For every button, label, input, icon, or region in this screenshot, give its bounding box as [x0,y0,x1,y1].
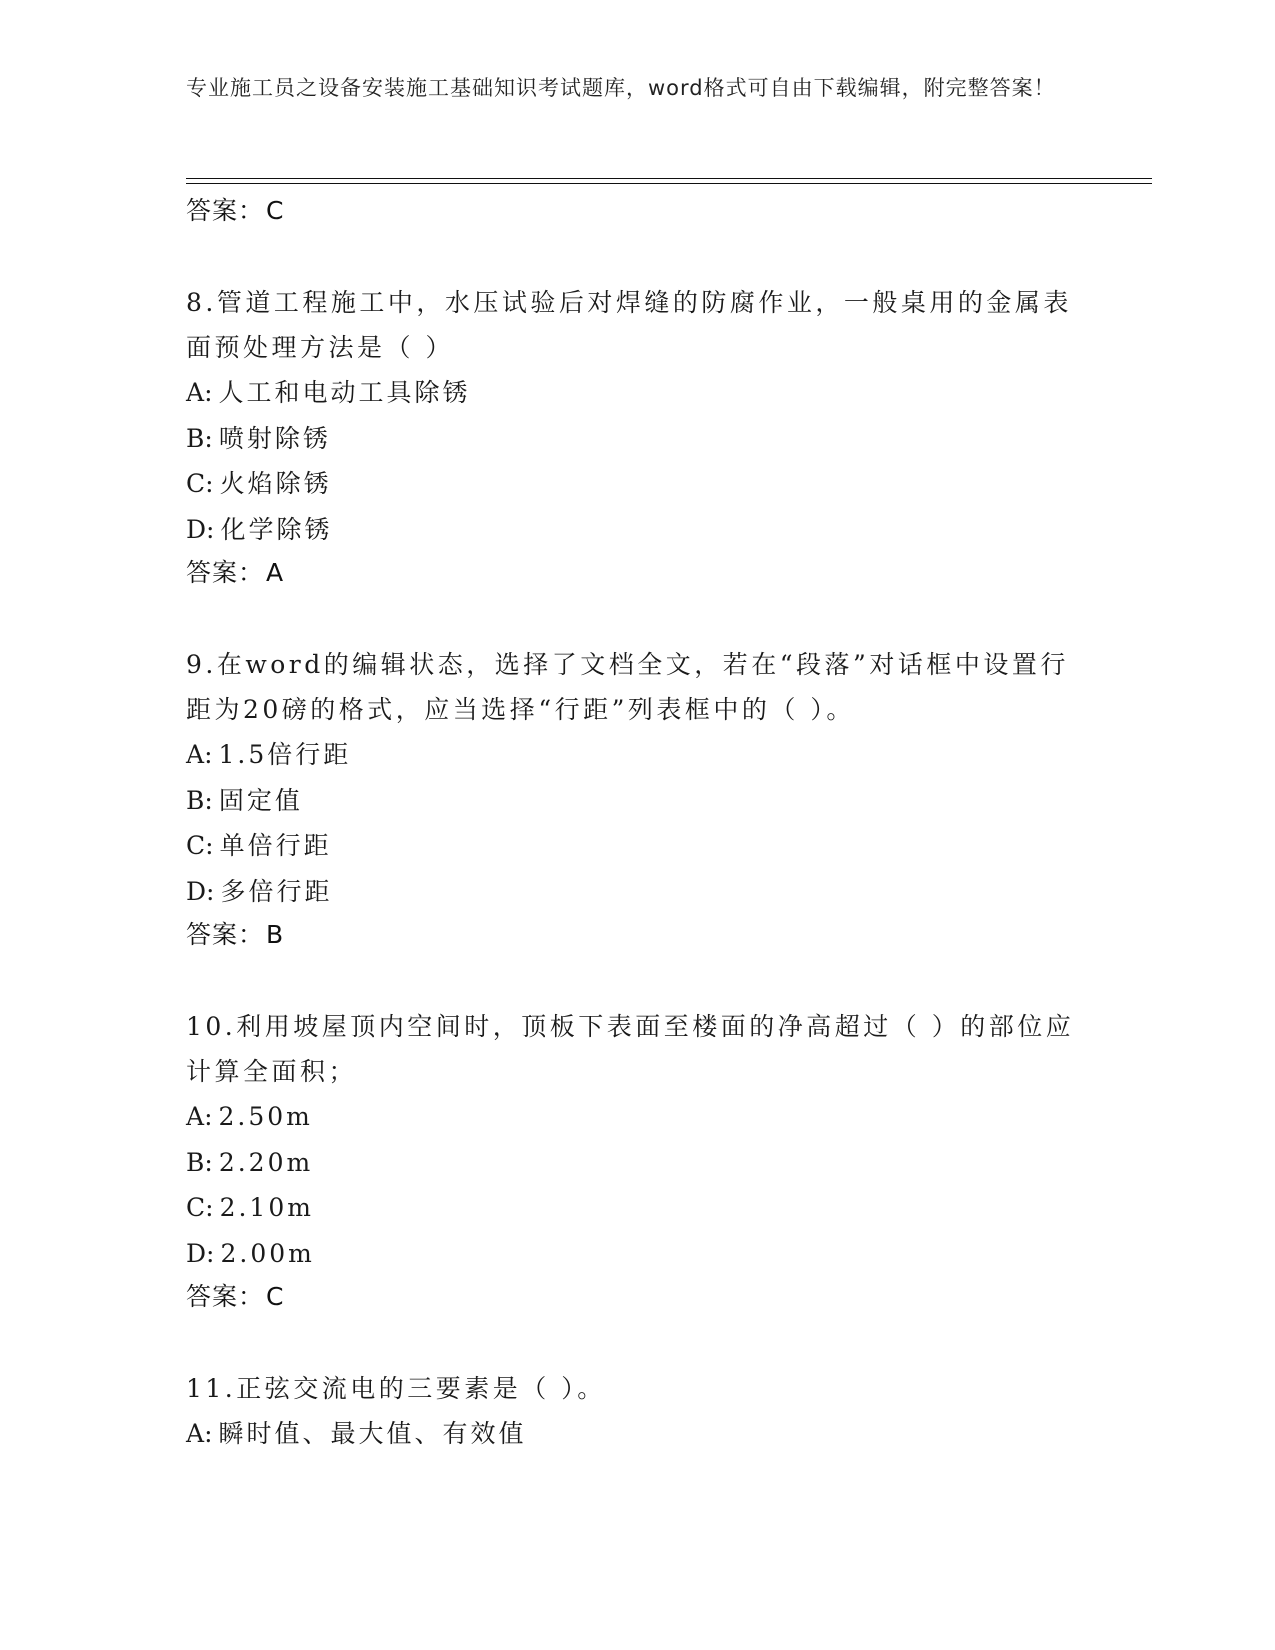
option-separator: : [204,423,213,453]
option-key: A [186,378,205,407]
option-key: C [186,831,206,860]
answer-label: 答案： [186,1282,265,1311]
option-separator: : [204,785,213,815]
option-c [186,461,1086,507]
option-a [186,1411,1086,1457]
answer-label: 答案： [186,920,265,949]
option-key: D [186,1238,207,1268]
spacer [186,956,1086,1004]
option-separator: : [206,876,215,906]
option-d [186,869,1086,915]
option-text: 人工和电动工具除锈 [218,378,471,407]
option-c [186,1185,1086,1231]
option-key: B [186,785,205,815]
option-key: A [186,1102,205,1131]
question-stem: 11.正弦交流电的三要素是（ ）。 [186,1374,606,1403]
spacer [186,1318,1086,1366]
answer-line [186,190,1086,232]
header-rule-top [186,178,1152,179]
answer-label: 答案： [186,558,265,587]
option-c [186,823,1086,869]
option-key: C [186,469,206,498]
document-header: 专业施工员之设备安装施工基础知识考试题库，word格式可自由下载编辑，附完整答案！ [186,76,1056,100]
option-separator: : [205,831,214,860]
spacer [186,594,1086,642]
option-text: 2.50m [218,1102,313,1131]
option-key: C [186,1193,206,1222]
option-text: 瞬时值、最大值、有效值 [218,1419,527,1448]
question-stem: 8.管道工程施工中，水压试验后对焊缝的防腐作业，一般桌用的金属表面预处理方法是（ ） [186,288,1072,362]
option-key: A [186,1419,205,1448]
option-separator: : [204,378,213,407]
option-separator: : [204,1419,213,1448]
option-text: 化学除锈 [220,514,333,544]
option-a [186,1094,1086,1140]
option-text: 2.00m [220,1238,315,1268]
answer-label: 答案： [186,196,265,225]
option-a [186,370,1086,416]
option-separator: : [206,1238,215,1268]
option-key: A [186,740,205,769]
option-separator: : [206,514,215,544]
option-b [186,416,1086,462]
question-stem: 10.利用坡屋顶内空间时，顶板下表面至楼面的净高超过（ ）的部位应计算全面积； [186,1012,1075,1086]
option-key: D [186,514,207,544]
option-text: 1.5倍行距 [218,740,352,769]
question-stem: 9.在word的编辑状态，选择了文档全文，若在“段落”对话框中设置行距为20磅的格式，应当选择“行距”列表框中的（ ）。 [186,650,1069,724]
option-separator: : [204,1102,213,1131]
answer-value: B [266,920,285,949]
option-text: 喷射除锈 [218,423,331,453]
option-separator: : [205,469,214,498]
option-text: 多倍行距 [220,876,333,906]
answer-line [186,914,1086,956]
option-text: 火焰除锈 [219,469,332,498]
option-d [186,1231,1086,1277]
answer-line [186,552,1086,594]
question-list [186,190,1086,1457]
answer-value: C [266,1282,285,1311]
option-text: 固定值 [218,785,303,815]
spacer [186,232,1086,280]
option-text: 单倍行距 [219,831,332,860]
option-b [186,1140,1086,1186]
option-separator: : [205,1193,214,1222]
option-separator: : [204,1147,213,1177]
option-key: B [186,423,205,453]
header-rule-bottom [186,183,1152,184]
option-text: 2.20m [218,1147,314,1177]
answer-line [186,1276,1086,1318]
option-b [186,778,1086,824]
option-key: B [186,1147,205,1177]
option-key: D [186,876,207,906]
option-d [186,507,1086,553]
option-text: 2.10m [219,1193,314,1222]
answer-value: A [266,558,285,587]
option-separator: : [204,740,213,769]
option-a [186,732,1086,778]
answer-value: C [266,196,285,225]
